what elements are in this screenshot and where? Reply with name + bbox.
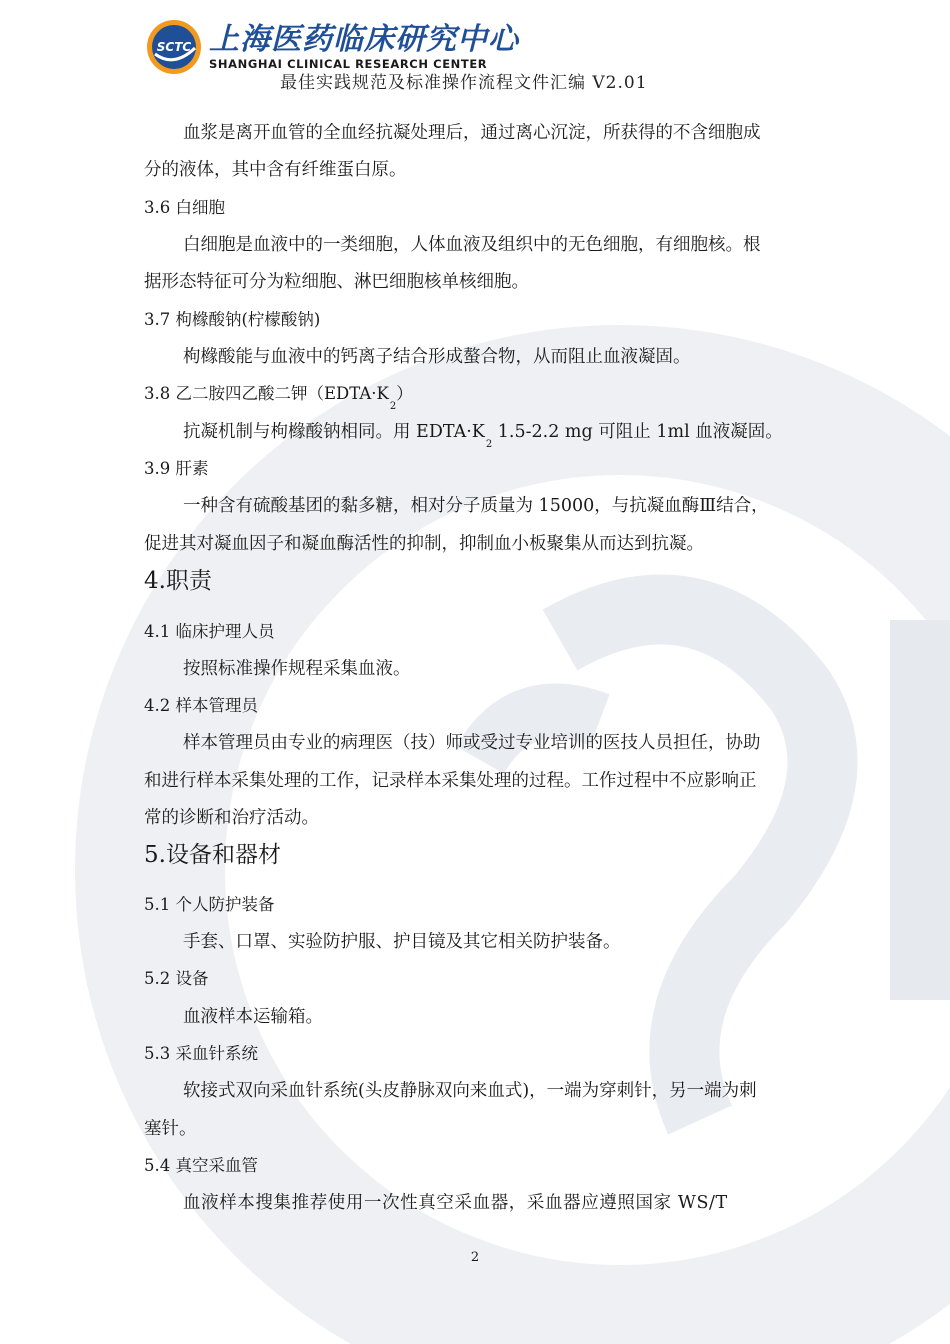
section-3-8-line-1	[183, 420, 783, 450]
heading-3-8-text: 3.8 乙二胺四乙酸二钾（EDTA·K	[144, 384, 389, 403]
section-heading-5-3: 5.3 采血针系统	[144, 1044, 258, 1063]
logo-name-en: SHANGHAI CLINICAL RESEARCH CENTER	[209, 56, 488, 71]
emblem-text: SCTC	[156, 40, 192, 54]
section-heading-3-9: 3.9 肝素	[144, 459, 209, 478]
logo-text-block	[209, 21, 519, 71]
section-5-2-line-1: 血液样本运输箱。	[183, 1007, 323, 1027]
page-number: 2	[470, 1250, 480, 1265]
section-4-1-line-1: 按照标准操作规程采集血液。	[183, 659, 411, 679]
heading-3-8-close: ）	[396, 384, 413, 403]
section-3-7-line-1: 枸橼酸能与血液中的钙离子结合形成螯合物，从而阻止血液凝固。	[183, 347, 691, 367]
section-3-8-subscript: 2	[485, 439, 493, 450]
section-4-2-line-3: 常的诊断和治疗活动。	[144, 808, 319, 828]
plasma-paragraph-line-2: 分的液体，其中含有纤维蛋白原。	[144, 160, 407, 180]
section-heading-3-8	[144, 382, 413, 412]
section-heading-4-2: 4.2 样本管理员	[144, 696, 258, 715]
section-4-2-line-1: 样本管理员由专业的病理医（技）师或受过专业培训的医技人员担任，协助	[183, 733, 761, 753]
sctc-emblem-icon	[145, 18, 203, 76]
document-header-title: 最佳实践规范及标准操作流程文件汇编 V2.01	[280, 73, 648, 93]
section-3-6-line-1: 白细胞是血液中的一类细胞，人体血液及组织中的无色细胞，有细胞核。根	[183, 235, 761, 255]
logo-name-cn: 上海医药临床研究中心	[209, 21, 519, 57]
section-3-9-line-2: 促进其对凝血因子和凝血酶活性的抑制，抑制血小板聚集从而达到抗凝。	[144, 534, 704, 554]
section-heading-5-4: 5.4 真空采血管	[144, 1156, 258, 1175]
section-heading-5-1: 5.1 个人防护装备	[144, 895, 275, 914]
section-5-3-line-2: 塞针。	[144, 1119, 197, 1139]
section-3-9-line-1: 一种含有硫酸基团的黏多糖，相对分子质量为 15000，与抗凝血酶Ⅲ结合，	[183, 496, 769, 516]
section-heading-5: 5.设备和器材	[144, 842, 281, 868]
plasma-paragraph-line-1: 血浆是离开血管的全血经抗凝处理后，通过离心沉淀，所获得的不含细胞成	[183, 123, 761, 143]
section-heading-3-6: 3.6 白细胞	[144, 198, 225, 217]
section-5-1-line-1: 手套、口罩、实验防护服、护目镜及其它相关防护装备。	[183, 932, 621, 952]
section-4-2-line-2: 和进行样本采集处理的工作，记录样本采集处理的过程。工作过程中不应影响正	[144, 771, 757, 791]
section-3-8-text-post: 1.5-2.2 mg 可阻止 1ml 血液凝固。	[492, 422, 783, 442]
section-heading-4-1: 4.1 临床护理人员	[144, 622, 275, 641]
section-5-4-line-1: 血液样本搜集推荐使用一次性真空采血器，采血器应遵照国家 WS/T	[183, 1193, 728, 1213]
section-5-3-line-1: 软接式双向采血针系统(头皮静脉双向来血式)，一端为穿刺针，另一端为刺	[183, 1081, 757, 1101]
section-3-8-text-pre: 抗凝机制与枸橼酸钠相同。用 EDTA·K	[183, 422, 485, 442]
section-heading-4: 4.职责	[144, 568, 212, 594]
section-3-6-line-2: 据形态特征可分为粒细胞、淋巴细胞核单核细胞。	[144, 272, 529, 292]
heading-3-8-subscript: 2	[389, 401, 397, 412]
section-heading-5-2: 5.2 设备	[144, 969, 209, 988]
section-heading-3-7: 3.7 枸橼酸钠(柠檬酸钠)	[144, 310, 321, 329]
